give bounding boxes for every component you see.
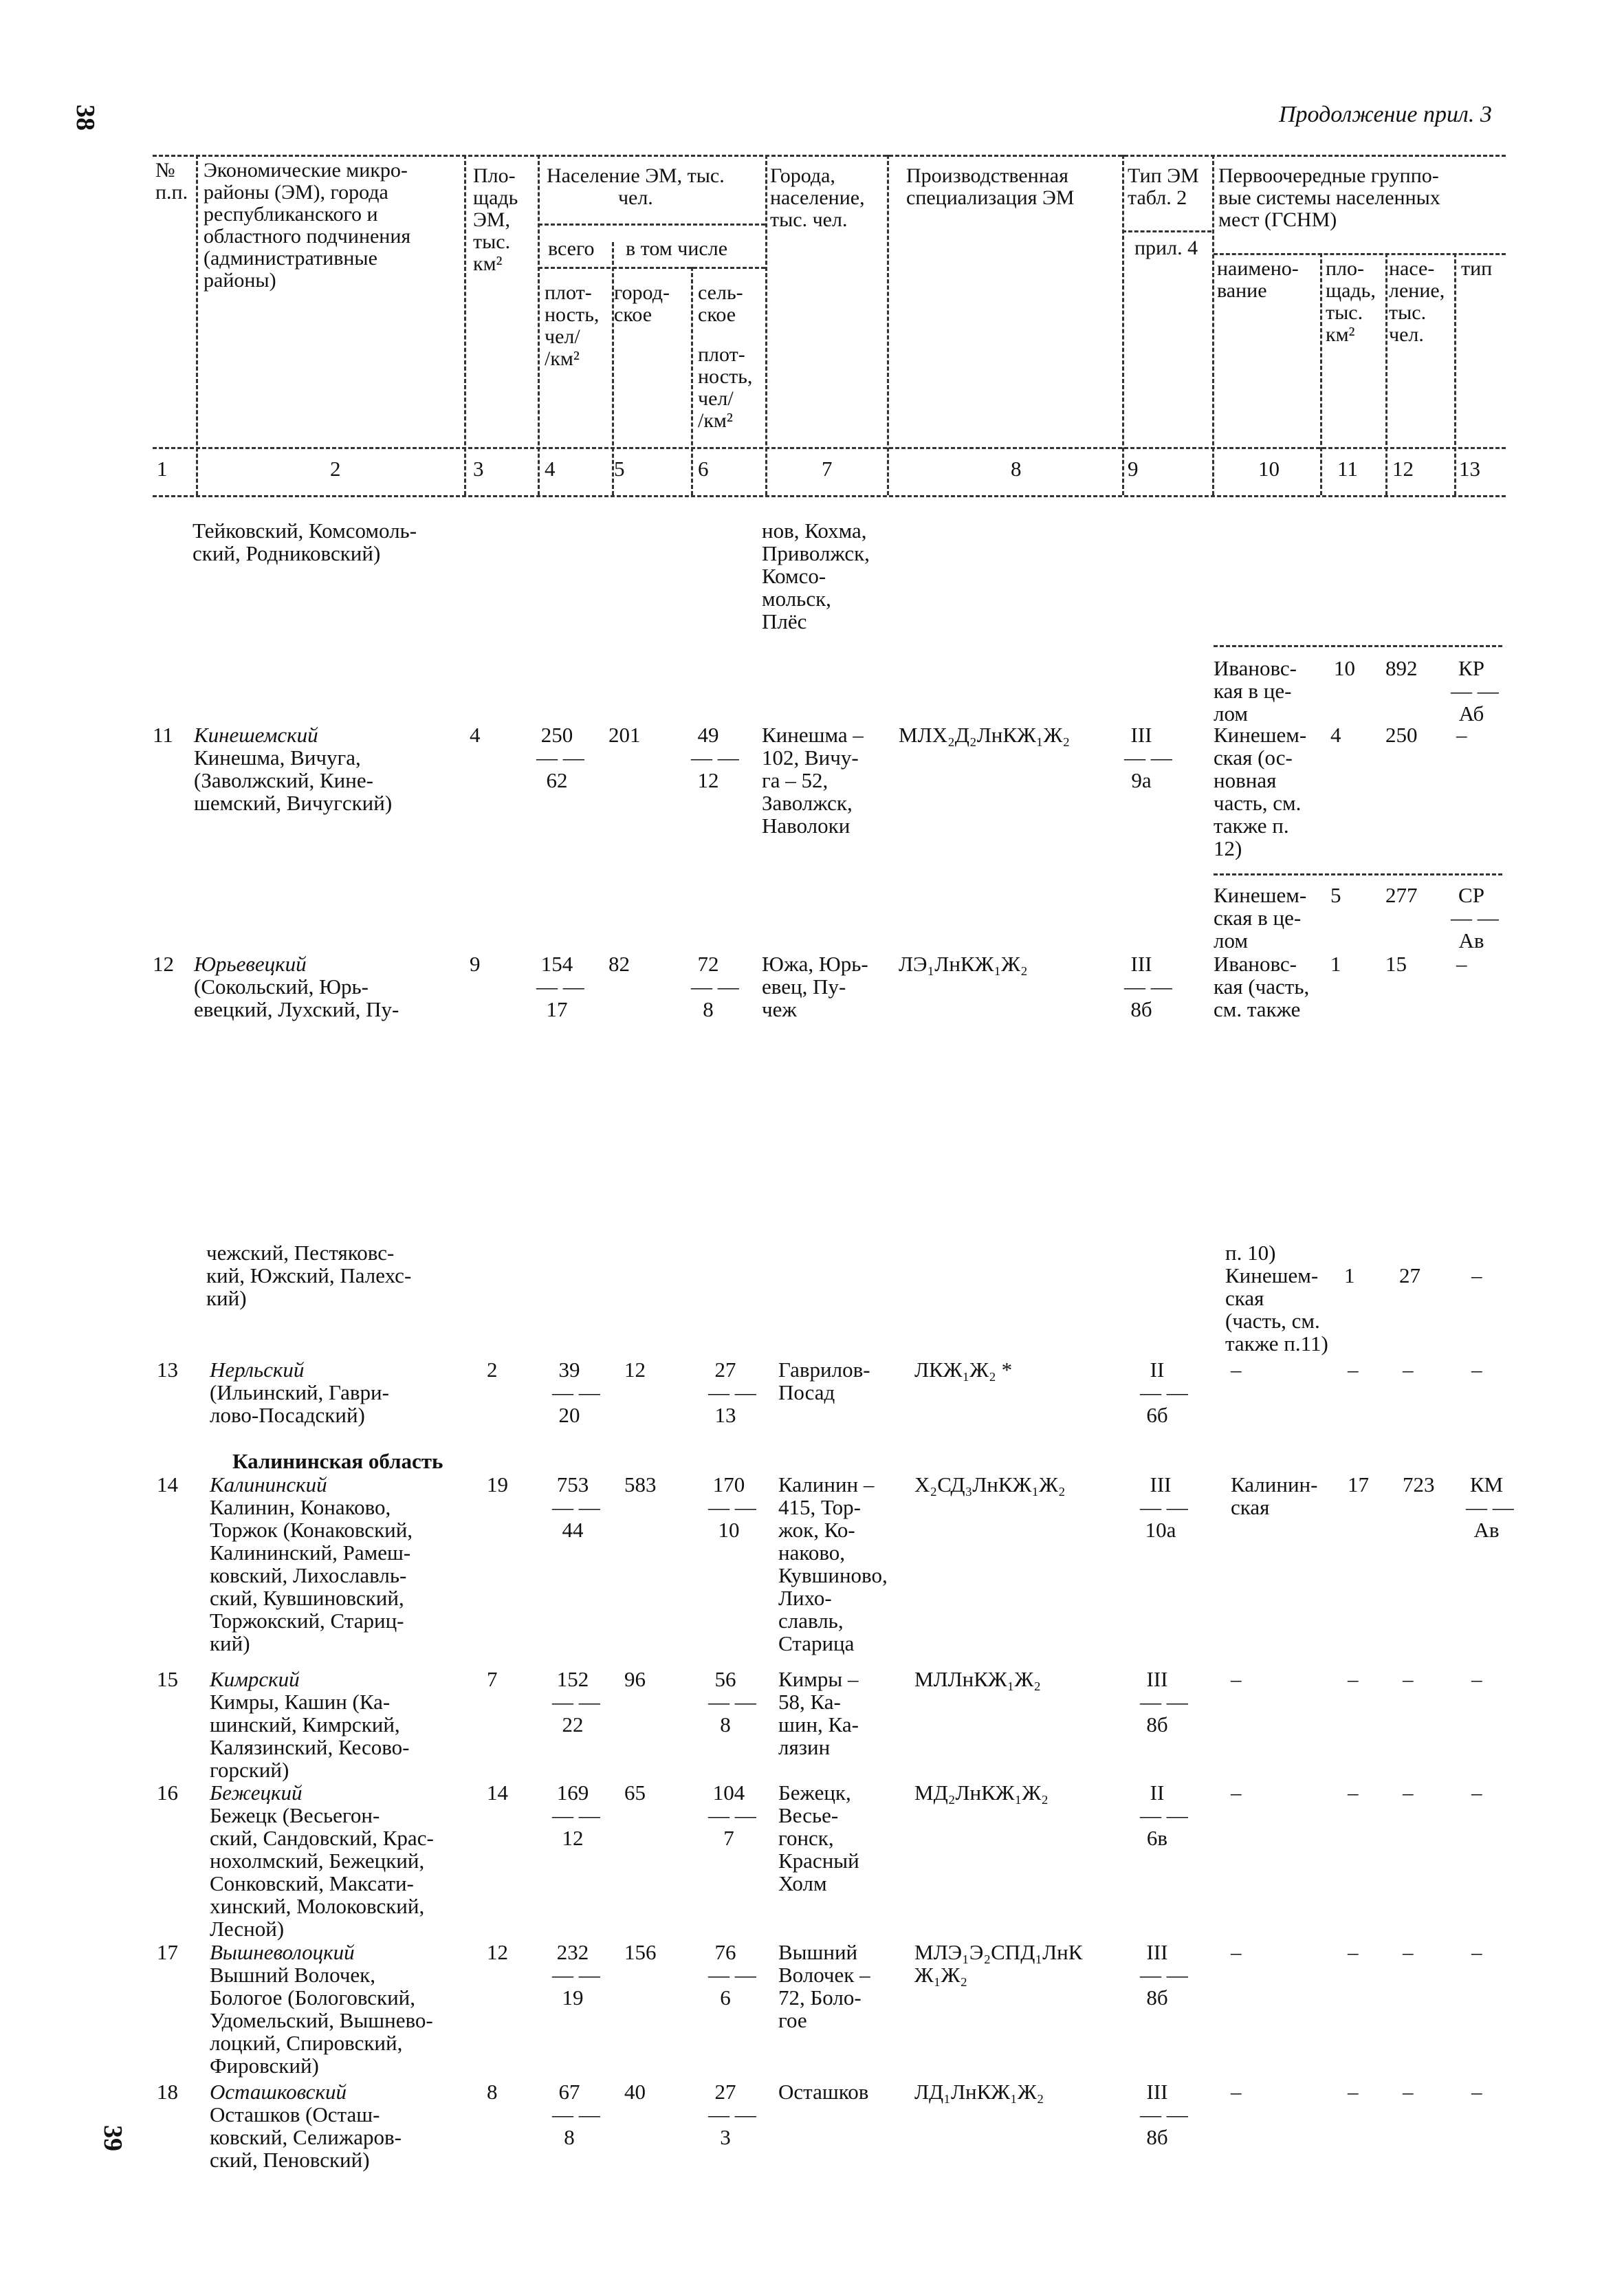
pop-sub-rule-2 — [538, 267, 765, 269]
col-rule-3 — [538, 155, 540, 495]
row18-spec: ЛД₁ЛнКЖ₁Ж₂ — [914, 2080, 1044, 2104]
row11-type: III — — 9а — [1124, 723, 1172, 792]
col-number-7: 7 — [822, 457, 833, 481]
page-number-top: 38 — [71, 105, 100, 131]
hdr-num: № п.п. — [155, 159, 188, 204]
row13-spec: ЛКЖ₁Ж₂ * — [914, 1358, 1013, 1382]
row11-gsnm-area: 4 — [1330, 723, 1341, 747]
row16-gsnm-area: – — [1348, 1781, 1359, 1805]
row18-type: III — — 8б — [1140, 2080, 1188, 2149]
col-rule-2 — [464, 155, 466, 495]
row15-rural: 56 — — 8 — [708, 1667, 756, 1737]
row15-desc: Кимры, Кашин (Ка- шинский, Кимрский, Калязинский, Кесово- горский) — [210, 1690, 410, 1782]
row12-rural: 72 — — 8 — [691, 952, 739, 1021]
row14-gsnm-name: Калинин- ская — [1231, 1472, 1318, 1519]
row16-total: 169 — — 12 — [552, 1781, 600, 1850]
hdr-type-ref: прил. 4 — [1134, 237, 1198, 259]
hdr-gsnm-name: наимено- вание — [1217, 257, 1299, 302]
hdr-density: плот- ность, чел/ /км² — [545, 281, 600, 370]
continuation-label: Продолжение прил. 3 — [1279, 102, 1492, 127]
row14-gsnm-area: 17 — [1348, 1472, 1369, 1496]
region-heading: Калининская область — [232, 1449, 443, 1473]
row12-gsnm-pop: 15 — [1385, 952, 1407, 976]
row12-urban: 82 — [608, 952, 630, 976]
row14-spec: Х₂СД₃ЛнКЖ₁Ж₂ — [914, 1472, 1066, 1496]
col-number-10: 10 — [1258, 457, 1280, 481]
row17-gsnm-name: – — [1231, 1940, 1242, 1964]
row12b-gsnm-area: 1 — [1344, 1263, 1355, 1287]
hdr-type: Тип ЭМ табл. 2 — [1128, 164, 1199, 209]
row11-gsnm-type: – — [1456, 723, 1467, 747]
row14-area: 19 — [487, 1472, 508, 1496]
row13-title: Нерльский — [210, 1358, 305, 1382]
col-number-12: 12 — [1392, 457, 1414, 481]
col-number-1: 1 — [157, 457, 168, 481]
row15-type: III — — 8б — [1140, 1667, 1188, 1737]
row16-desc: Бежецк (Весьегон- ский, Сандовский, Крас- нохолмский, Бежецкий, Сонковский, Максати- хинский, Молоковский, Лесной) — [210, 1803, 434, 1941]
row14-total: 753 — — 44 — [552, 1472, 600, 1542]
row15-cities: Кимры – 58, Ка- шин, Ка- лязин — [778, 1667, 859, 1759]
row18-gsnm-pop: – — [1403, 2080, 1414, 2104]
row17-gsnm-pop: – — [1403, 1940, 1414, 1964]
row13-gsnm-name: – — [1231, 1358, 1242, 1382]
gsnm-ivanovo-name: Ивановс- кая в це- лом — [1214, 656, 1297, 726]
row17-gsnm-type: – — [1471, 1940, 1482, 1964]
row12b-gsnm-pop: 27 — [1399, 1263, 1420, 1287]
col-rule-8 — [1122, 155, 1124, 495]
col-rule-7 — [887, 155, 889, 495]
row16-cities: Бежецк, Весье- гонск, Красный Холм — [778, 1781, 859, 1895]
row12-gsnm-area: 1 — [1330, 952, 1341, 976]
row18-num: 18 — [157, 2080, 178, 2104]
row12-total: 154 — — 17 — [536, 952, 584, 1021]
row16-urban: 65 — [624, 1781, 646, 1805]
col-number-4: 4 — [545, 457, 556, 481]
hdr-gsnm-area: пло- щадь, тыс. км² — [1326, 257, 1376, 346]
row15-gsnm-name: – — [1231, 1667, 1242, 1691]
hdr-rural: сель- ское — [698, 281, 743, 326]
gsnm-kineshma-type: СР — — Ав — [1451, 883, 1499, 953]
row13-gsnm-pop: – — [1403, 1358, 1414, 1382]
row15-urban: 96 — [624, 1667, 646, 1691]
hdr-gsnm: Первоочередные группо- вые системы населенных мест (ГСНМ) — [1218, 164, 1440, 231]
row13-gsnm-area: – — [1348, 1358, 1359, 1382]
row17-urban: 156 — [624, 1940, 657, 1964]
hdr-spec: Производственная специализация ЭМ — [906, 164, 1075, 209]
header-top-rule — [153, 155, 1506, 157]
gsnm-divider-2 — [1214, 873, 1502, 875]
row12-spec: ЛЭ₁ЛнКЖ₁Ж₂ — [899, 952, 1028, 976]
col-rule-6 — [765, 155, 767, 495]
row13-urban: 12 — [624, 1358, 646, 1382]
row11-spec: МЛХ₂Д₂ЛнКЖ₁Ж₂ — [899, 723, 1071, 747]
row17-title: Вышневолоцкий — [210, 1940, 355, 1964]
hdr-rural-density: плот- ность, чел/ /км² — [698, 343, 753, 432]
row16-area: 14 — [487, 1781, 508, 1805]
row12b-gsnm-type: – — [1471, 1263, 1482, 1287]
gsnm-ivanovo-pop: 892 — [1385, 656, 1418, 680]
col-number-2: 2 — [330, 457, 341, 481]
row14-gsnm-pop: 723 — [1403, 1472, 1435, 1496]
row12-cities: Южа, Юрь- евец, Пу- чеж — [762, 952, 868, 1021]
row16-spec: МД₂ЛнКЖ₁Ж₂ — [914, 1781, 1049, 1805]
row13-area: 2 — [487, 1358, 498, 1382]
col-rule-11 — [1385, 253, 1387, 495]
pop-sub-rule — [538, 224, 765, 226]
row12-num: 12 — [153, 952, 174, 976]
col-rule-9 — [1212, 155, 1214, 495]
row17-total: 232 — — 19 — [552, 1940, 600, 2010]
row17-area: 12 — [487, 1940, 508, 1964]
row13-num: 13 — [157, 1358, 178, 1382]
row15-gsnm-pop: – — [1403, 1667, 1414, 1691]
row18-gsnm-type: – — [1471, 2080, 1482, 2104]
row12b-gsnm-name: п. 10) Кинешем- ская (часть, см. также п.11) — [1225, 1241, 1328, 1356]
col-number-8: 8 — [1011, 457, 1022, 481]
col-number-3: 3 — [473, 457, 484, 481]
row17-type: III — — 8б — [1140, 1940, 1188, 2010]
row17-rural: 76 — — 6 — [708, 1940, 756, 2010]
row14-type: III — — 10а — [1140, 1472, 1188, 1542]
hdr-total: всего — [548, 237, 595, 260]
row13-cities: Гаврилов- Посад — [778, 1358, 870, 1404]
row15-gsnm-type: – — [1471, 1667, 1482, 1691]
row12-area: 9 — [470, 952, 481, 976]
row15-spec: МЛЛнКЖ₁Ж₂ — [914, 1667, 1042, 1691]
hdr-area: Пло- щадь ЭМ, тыс. км² — [473, 164, 518, 275]
col-number-6: 6 — [698, 457, 709, 481]
row14-cities: Калинин – 415, Тор- жок, Ко- наково, Кувшиново, Лихо- славль, Старица — [778, 1472, 888, 1655]
row11-area: 4 — [470, 723, 481, 747]
header-bottom-rule — [153, 447, 1506, 449]
row12-type: III — — 8б — [1124, 952, 1172, 1021]
row11-urban: 201 — [608, 723, 641, 747]
col-number-9: 9 — [1128, 457, 1139, 481]
gsnm-kineshma-area: 5 — [1330, 883, 1341, 907]
row16-gsnm-type: – — [1471, 1781, 1482, 1805]
hdr-population: Население ЭМ, тыс. чел. — [547, 164, 725, 209]
row18-desc: Осташков (Осташ- ковский, Селижаров- ский, Пеновский) — [210, 2102, 402, 2172]
row18-total: 67 — — 8 — [552, 2080, 600, 2149]
row12-gsnm-type: – — [1456, 952, 1467, 976]
row13-desc: (Ильинский, Гаври- лово-Посадский) — [210, 1380, 389, 1427]
hdr-microregion: Экономические микро- районы (ЭМ), города республиканского и областного подчинения (административные районы) — [204, 159, 411, 292]
row18-gsnm-name: – — [1231, 2080, 1242, 2104]
col-rule-1 — [196, 155, 198, 495]
row16-num: 16 — [157, 1781, 178, 1805]
gsnm-kineshma-pop: 277 — [1385, 883, 1418, 907]
row17-cities: Вышний Волочек – 72, Боло- гое — [778, 1940, 870, 2032]
gsnm-divider — [1214, 645, 1502, 647]
gsnm-kineshma-name: Кинешем- ская в це- лом — [1214, 883, 1307, 953]
row16-title: Бежецкий — [210, 1781, 303, 1805]
col-rule-5 — [691, 267, 693, 495]
row14-urban: 583 — [624, 1472, 657, 1496]
row13-type: II — — 6б — [1140, 1358, 1188, 1427]
hdr-urban: город- ское — [614, 281, 670, 326]
hdr-cities: Города, население, тыс. чел. — [770, 164, 865, 231]
row11-gsnm-pop: 250 — [1385, 723, 1418, 747]
row18-title: Осташковский — [210, 2080, 347, 2104]
row15-total: 152 — — 22 — [552, 1667, 600, 1737]
row14-title: Калининский — [210, 1472, 327, 1496]
row18-area: 8 — [487, 2080, 498, 2104]
numbers-bottom-rule — [153, 495, 1506, 497]
col-number-13: 13 — [1459, 457, 1480, 481]
row18-gsnm-area: – — [1348, 2080, 1359, 2104]
hdr-gsnm-pop: насе- ление, тыс. чел. — [1389, 257, 1445, 346]
row15-num: 15 — [157, 1667, 178, 1691]
row12-desc: (Сокольский, Юрь- евецкий, Лухский, Пу- — [194, 975, 399, 1021]
row11-desc: Кинешма, Вичуга, (Заволжский, Кине- шемский, Вичугский) — [194, 745, 393, 815]
row11-num: 11 — [153, 723, 173, 747]
row12-title: Юрьевецкий — [194, 952, 307, 976]
row14-rural: 170 — — 10 — [708, 1472, 756, 1542]
row14-desc: Калинин, Конаково, Торжок (Конаковский, Калининский, Рамеш- ковский, Лихославль- ский, Кувшиновский, Торжокский, Стариц- кий) — [210, 1495, 413, 1655]
row16-gsnm-name: – — [1231, 1781, 1242, 1805]
row17-desc: Вышний Волочек, Бологое (Бологовский, Удомельский, Вышнево- лоцкий, Спировский, Фировский) — [210, 1963, 433, 2078]
row16-type: II — — 6в — [1140, 1781, 1188, 1850]
row17-gsnm-area: – — [1348, 1940, 1359, 1964]
gsnm-ivanovo-area: 10 — [1334, 656, 1355, 680]
row16-rural: 104 — — 7 — [708, 1781, 756, 1850]
gsnm-ivanovo-type: КР — — Аб — [1451, 656, 1499, 726]
type-sub-rule — [1122, 230, 1211, 232]
hdr-incl: в том числе — [626, 237, 728, 260]
row15-area: 7 — [487, 1667, 498, 1691]
row13-rural: 27 — — 13 — [708, 1358, 756, 1427]
row18-cities: Осташков — [778, 2080, 869, 2104]
row13-total: 39 — — 20 — [552, 1358, 600, 1427]
row11-gsnm-name: Кинешем- ская (ос- новная часть, см. также п. 12) — [1214, 723, 1307, 860]
row16-gsnm-pop: – — [1403, 1781, 1414, 1805]
row12-gsnm-name: Ивановс- кая (часть, см. также — [1214, 952, 1310, 1021]
page-number-bottom: 39 — [98, 2125, 127, 2151]
row0-desc: Тейковский, Комсомоль- ский, Родниковский) — [193, 519, 417, 565]
col-rule-10 — [1320, 253, 1322, 495]
row11-cities: Кинешма – 102, Вичу- га – 52, Заволжск, Наволоки — [762, 723, 864, 838]
row15-title: Кимрский — [210, 1667, 300, 1691]
row15-gsnm-area: – — [1348, 1667, 1359, 1691]
col-number-5: 5 — [614, 457, 625, 481]
hdr-gsnm-type: тип — [1461, 257, 1493, 280]
row17-num: 17 — [157, 1940, 178, 1964]
row0-cities: нов, Кохма, Приволжск, Комсо- мольск, Плёс — [762, 519, 870, 633]
row11-title: Кинешемский — [194, 723, 318, 747]
row13-gsnm-type: – — [1471, 1358, 1482, 1382]
row17-spec: МЛЭ₁Э₂СПД₁ЛнК Ж₁Ж₂ — [914, 1940, 1083, 1987]
row12b-desc: чежский, Пестяковс- кий, Южский, Палехс- кий) — [206, 1241, 412, 1310]
row11-total: 250 — — 62 — [536, 723, 584, 792]
row11-rural: 49 — — 12 — [691, 723, 739, 792]
col-rule-12 — [1454, 253, 1456, 495]
row18-rural: 27 — — 3 — [708, 2080, 756, 2149]
row14-num: 14 — [157, 1472, 178, 1496]
row18-urban: 40 — [624, 2080, 646, 2104]
row14-gsnm-type: КМ — — Ав — [1466, 1472, 1514, 1542]
gsnm-sub-rule — [1214, 253, 1506, 255]
col-number-11: 11 — [1337, 457, 1358, 481]
